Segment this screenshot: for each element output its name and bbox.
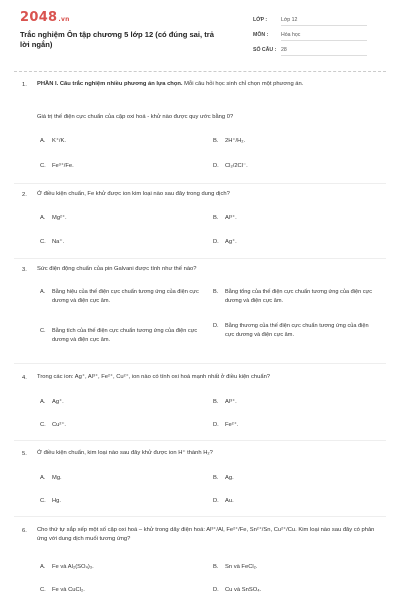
option-label: A. bbox=[40, 564, 46, 570]
option-label: C. bbox=[40, 422, 46, 428]
meta-class-key: LỚP : bbox=[253, 17, 268, 23]
option-text: Hg. bbox=[52, 498, 62, 504]
question-divider bbox=[14, 183, 386, 184]
option-label: C. bbox=[40, 239, 46, 245]
option-a[interactable] bbox=[40, 138, 66, 144]
question-number: 3. bbox=[22, 267, 27, 273]
header-divider bbox=[14, 71, 386, 72]
option-d[interactable] bbox=[213, 587, 261, 593]
option-label: B. bbox=[213, 399, 219, 405]
option-text: Fe và Al₂(SO₄)₃. bbox=[52, 564, 94, 570]
option-label: B. bbox=[213, 138, 219, 144]
option-label: C. bbox=[40, 498, 46, 504]
section-heading bbox=[37, 80, 382, 89]
option-c[interactable] bbox=[40, 163, 74, 169]
option-label: A. bbox=[40, 289, 46, 295]
option-c[interactable] bbox=[40, 239, 64, 245]
option-label: A. bbox=[40, 475, 46, 481]
option-text: Au. bbox=[225, 498, 234, 504]
logo-suffix: .vn bbox=[58, 16, 70, 23]
option-text: Mg²⁺. bbox=[52, 215, 67, 221]
question-stem: Cho thứ tự sắp xếp một số cặp oxi hoá – khử trong dãy điện hoá: Al³⁺/Al, Fe²⁺/Fe, Sn²⁺/Sn, Cu²⁺/Cu. Kim loại nào sau đây có phản ứng với dung dịch muối tương ứng? bbox=[37, 527, 375, 542]
section-title: PHẦN I. Câu trắc nghiệm nhiều phương án lựa chọn. bbox=[37, 81, 183, 87]
option-c[interactable] bbox=[40, 422, 66, 428]
option-c[interactable] bbox=[40, 498, 61, 504]
document-header bbox=[0, 0, 400, 64]
meta-subject-value: Hóa học bbox=[281, 32, 367, 41]
option-label: A. bbox=[40, 215, 46, 221]
option-label: B. bbox=[213, 215, 219, 221]
option-b[interactable] bbox=[213, 138, 245, 144]
question-number: 1. bbox=[22, 82, 27, 88]
option-b[interactable] bbox=[213, 399, 237, 405]
option-text: Ag⁺. bbox=[52, 399, 64, 405]
option-label: A. bbox=[40, 138, 46, 144]
site-logo[interactable] bbox=[20, 10, 70, 25]
option-text: Mg. bbox=[52, 475, 62, 481]
option-label: D. bbox=[213, 498, 219, 504]
question-stem: Ở điều kiện chuẩn, Fe khử được ion kim loại nào sau đây trong dung dịch? bbox=[37, 191, 230, 197]
meta-count-key: SỐ CÂU : bbox=[253, 47, 277, 53]
option-text: Bằng tổng của thế điện cực chuẩn tương ứng của điện cực dương và điện cực âm. bbox=[225, 289, 373, 304]
option-label: D. bbox=[213, 239, 219, 245]
question-number: 4. bbox=[22, 375, 27, 381]
option-d[interactable] bbox=[213, 163, 248, 169]
option-label: B. bbox=[213, 564, 219, 570]
option-text: Fe và CuCl₂. bbox=[52, 587, 85, 593]
option-label: D. bbox=[213, 163, 219, 169]
question-number: 5. bbox=[22, 451, 27, 457]
option-text: Bằng thương của thế điện cực chuẩn tương ứng của điện cực dương và điện cực âm. bbox=[225, 323, 369, 338]
option-text: Cl₂/2Cl⁻. bbox=[225, 163, 248, 169]
option-label: B. bbox=[213, 475, 219, 481]
question-divider bbox=[14, 440, 386, 441]
question-divider bbox=[14, 258, 386, 259]
option-a[interactable] bbox=[40, 475, 62, 481]
option-text: Fe²⁺. bbox=[225, 422, 239, 428]
option-text: K⁺/K. bbox=[52, 138, 67, 144]
section-note: Mỗi câu hỏi học sinh chỉ chọn một phương án. bbox=[184, 81, 304, 87]
meta-count-value: 28 bbox=[281, 47, 367, 56]
option-d[interactable] bbox=[213, 239, 237, 245]
option-a[interactable] bbox=[40, 564, 94, 570]
option-label: D. bbox=[213, 422, 219, 428]
question-stem: Ở điều kiện chuẩn, kim loại nào sau đây khử được ion H⁺ thành H₂? bbox=[37, 450, 213, 456]
meta-subject bbox=[253, 32, 367, 41]
option-text: Cu²⁺. bbox=[52, 422, 67, 428]
question-stem: Giá trị thế điện cực chuẩn của cặp oxi hoá - khử nào được quy ước bằng 0? bbox=[37, 114, 234, 120]
option-c[interactable] bbox=[40, 587, 85, 593]
option-text: Al³⁺. bbox=[225, 215, 237, 221]
option-label: C. bbox=[40, 328, 46, 334]
option-d[interactable] bbox=[213, 498, 234, 504]
question-divider bbox=[14, 516, 386, 517]
meta-count bbox=[253, 47, 367, 56]
question-number: 2. bbox=[22, 192, 27, 198]
option-text: Al³⁺. bbox=[225, 399, 237, 405]
option-label: A. bbox=[40, 399, 46, 405]
option-text: Sn và FeCl₂. bbox=[225, 564, 258, 570]
question-number: 6. bbox=[22, 528, 27, 534]
option-a[interactable] bbox=[40, 215, 67, 221]
option-text: Ag⁺. bbox=[225, 239, 237, 245]
option-text: Cu và SnSO₄. bbox=[225, 587, 262, 593]
option-label: D. bbox=[213, 323, 219, 329]
document-title: Trắc nghiệm Ôn tập chương 5 lớp 12 (có đúng sai, trả lời ngắn) bbox=[20, 30, 214, 49]
option-text: Bằng hiệu của thế điện cực chuẩn tương ứng của điện cực dương và điện cực âm. bbox=[52, 289, 199, 304]
option-a[interactable] bbox=[40, 399, 64, 405]
option-label: C. bbox=[40, 587, 46, 593]
option-b[interactable] bbox=[213, 564, 258, 570]
option-b[interactable] bbox=[213, 475, 234, 481]
meta-subject-key: MÔN : bbox=[253, 32, 269, 38]
question-divider bbox=[14, 363, 386, 364]
question-stem: Trong các ion: Ag⁺, Al³⁺, Fe²⁺, Cu²⁺, ion nào có tính oxi hoá mạnh nhất ở điều kiện chuẩn? bbox=[37, 374, 271, 380]
option-text: Bằng tích của thế điện cực chuẩn tương ứng của điện cực dương và điện cực âm. bbox=[52, 328, 198, 343]
meta-class-value: Lớp 12 bbox=[281, 17, 367, 26]
option-label: C. bbox=[40, 163, 46, 169]
option-b[interactable] bbox=[213, 215, 237, 221]
option-d[interactable] bbox=[213, 422, 238, 428]
option-label: B. bbox=[213, 289, 219, 295]
meta-class bbox=[253, 17, 367, 26]
option-label: D. bbox=[213, 587, 219, 593]
question-stem: Sức điện động chuẩn của pin Galvani được tính như thế nào? bbox=[37, 266, 197, 272]
option-text: Fe³⁺/Fe. bbox=[52, 163, 74, 169]
option-text: 2H⁺/H₂. bbox=[225, 138, 246, 144]
option-text: Na⁺. bbox=[52, 239, 65, 245]
option-text: Ag. bbox=[225, 475, 234, 481]
logo-text: 2048 bbox=[20, 10, 58, 25]
